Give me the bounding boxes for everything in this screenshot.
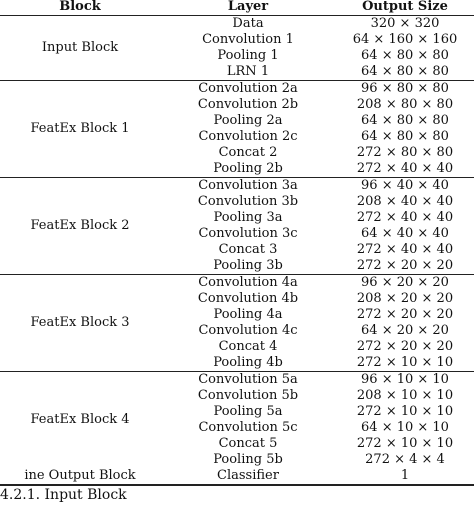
output-size-cell: 208 × 20 × 20 — [356, 291, 454, 306]
output-size-cell: 272 × 4 × 4 — [365, 452, 445, 467]
layer-cell: Convolution 2b — [197, 97, 299, 112]
layer-cell: LRN 1 — [226, 64, 270, 79]
output-size-cell: 64 × 80 × 80 — [361, 113, 449, 128]
header-output-size: Output Size — [362, 0, 448, 14]
block-name-cell — [0, 372, 160, 469]
layer-cell: Convolution 4c — [198, 323, 298, 338]
output-size-cell: 96 × 20 × 20 — [361, 275, 449, 290]
table-group-featex-block-4 — [0, 372, 474, 486]
block-name: FeatEx Block 4 — [30, 412, 130, 427]
layer-cell: Pooling 2b — [213, 161, 283, 176]
table-row — [0, 16, 474, 33]
layer-cell: Convolution 2c — [198, 129, 298, 144]
output-size-cell: 1 — [400, 468, 410, 483]
layer-cell: Convolution 3c — [198, 226, 298, 241]
output-size-cell: 272 × 20 × 20 — [356, 307, 454, 322]
layer-cell: Convolution 5b — [197, 388, 299, 403]
layer-cell: Convolution 2a — [198, 81, 298, 96]
table-group-featex-block-3 — [0, 275, 474, 372]
header-row — [0, 0, 474, 16]
block-name-cell — [0, 81, 160, 178]
layer-cell: Pooling 3b — [213, 258, 283, 273]
block-name-cell: ine Output Block — [24, 468, 136, 483]
output-size-cell: 64 × 80 × 80 — [361, 129, 449, 144]
layer-cell: Convolution 5a — [198, 372, 298, 387]
section-heading: 4.2.1. Input Block — [0, 487, 127, 503]
output-size-cell: 64 × 80 × 80 — [361, 48, 449, 63]
output-size-cell: 272 × 80 × 80 — [356, 145, 454, 160]
output-size-cell: 64 × 40 × 40 — [361, 226, 449, 241]
output-size-cell: 96 × 40 × 40 — [361, 178, 449, 193]
layer-cell: Concat 4 — [218, 339, 278, 354]
output-size-cell: 272 × 40 × 40 — [356, 161, 454, 176]
output-size-cell: 208 × 40 × 40 — [356, 194, 454, 209]
table-header — [0, 0, 474, 16]
table-row — [0, 178, 474, 195]
output-size-cell: 208 × 80 × 80 — [356, 97, 454, 112]
table-group-featex-block-1 — [0, 81, 474, 178]
output-size-cell: 272 × 10 × 10 — [356, 436, 454, 451]
layer-cell: Pooling 4b — [213, 355, 283, 370]
layer-cell: Classifier — [217, 468, 279, 483]
layer-cell: Concat 3 — [218, 242, 278, 257]
layer-cell: Convolution 4a — [198, 275, 298, 290]
header-block: Block — [59, 0, 101, 14]
layer-cell: Convolution 5c — [198, 420, 298, 435]
output-size-cell: 64 × 160 × 160 — [352, 32, 458, 47]
layer-cell: Convolution 3a — [198, 178, 298, 193]
layer-cell: Convolution 1 — [202, 32, 294, 47]
layer-cell: Concat 2 — [218, 145, 278, 160]
layer-cell: Pooling 5b — [213, 452, 283, 467]
output-size-cell: 272 × 40 × 40 — [356, 210, 454, 225]
output-size-cell: 272 × 10 × 10 — [356, 404, 454, 419]
output-size-cell: 272 × 20 × 20 — [356, 258, 454, 273]
output-size-cell: 272 × 10 × 10 — [356, 355, 454, 370]
table-row — [0, 81, 474, 98]
layer-cell: Pooling 5a — [213, 404, 283, 419]
block-name: FeatEx Block 1 — [30, 121, 130, 136]
output-size-cell: 272 × 40 × 40 — [356, 242, 454, 257]
table-group-input-block — [0, 16, 474, 81]
block-name-cell — [0, 275, 160, 372]
table-row — [0, 468, 474, 485]
layer-cell: Pooling 1 — [217, 48, 279, 63]
block-name: FeatEx Block 2 — [30, 218, 130, 233]
block-name: FeatEx Block 3 — [30, 315, 130, 330]
table-row — [0, 275, 474, 292]
block-name-cell — [0, 16, 160, 81]
block-name: Input Block — [41, 40, 119, 55]
layer-cell: Convolution 3b — [197, 194, 299, 209]
header-layer: Layer — [227, 0, 269, 14]
layer-cell: Data — [232, 16, 264, 31]
layer-cell: Convolution 4b — [197, 291, 299, 306]
output-size-cell: 272 × 20 × 20 — [356, 339, 454, 354]
layer-cell: Pooling 3a — [213, 210, 283, 225]
output-size-cell: 208 × 10 × 10 — [356, 388, 454, 403]
table-row — [0, 372, 474, 389]
layer-cell: Concat 5 — [218, 436, 278, 451]
layer-cell: Pooling 2a — [213, 113, 283, 128]
table-group-featex-block-2 — [0, 178, 474, 275]
output-size-cell: 64 × 10 × 10 — [361, 420, 449, 435]
block-name-cell — [0, 178, 160, 275]
output-size-cell: 96 × 80 × 80 — [361, 81, 449, 96]
output-size-cell: 64 × 80 × 80 — [361, 64, 449, 79]
output-size-cell: 96 × 10 × 10 — [361, 372, 449, 387]
output-size-cell: 320 × 320 — [370, 16, 440, 31]
output-size-cell: 64 × 20 × 20 — [361, 323, 449, 338]
layer-cell: Pooling 4a — [213, 307, 283, 322]
